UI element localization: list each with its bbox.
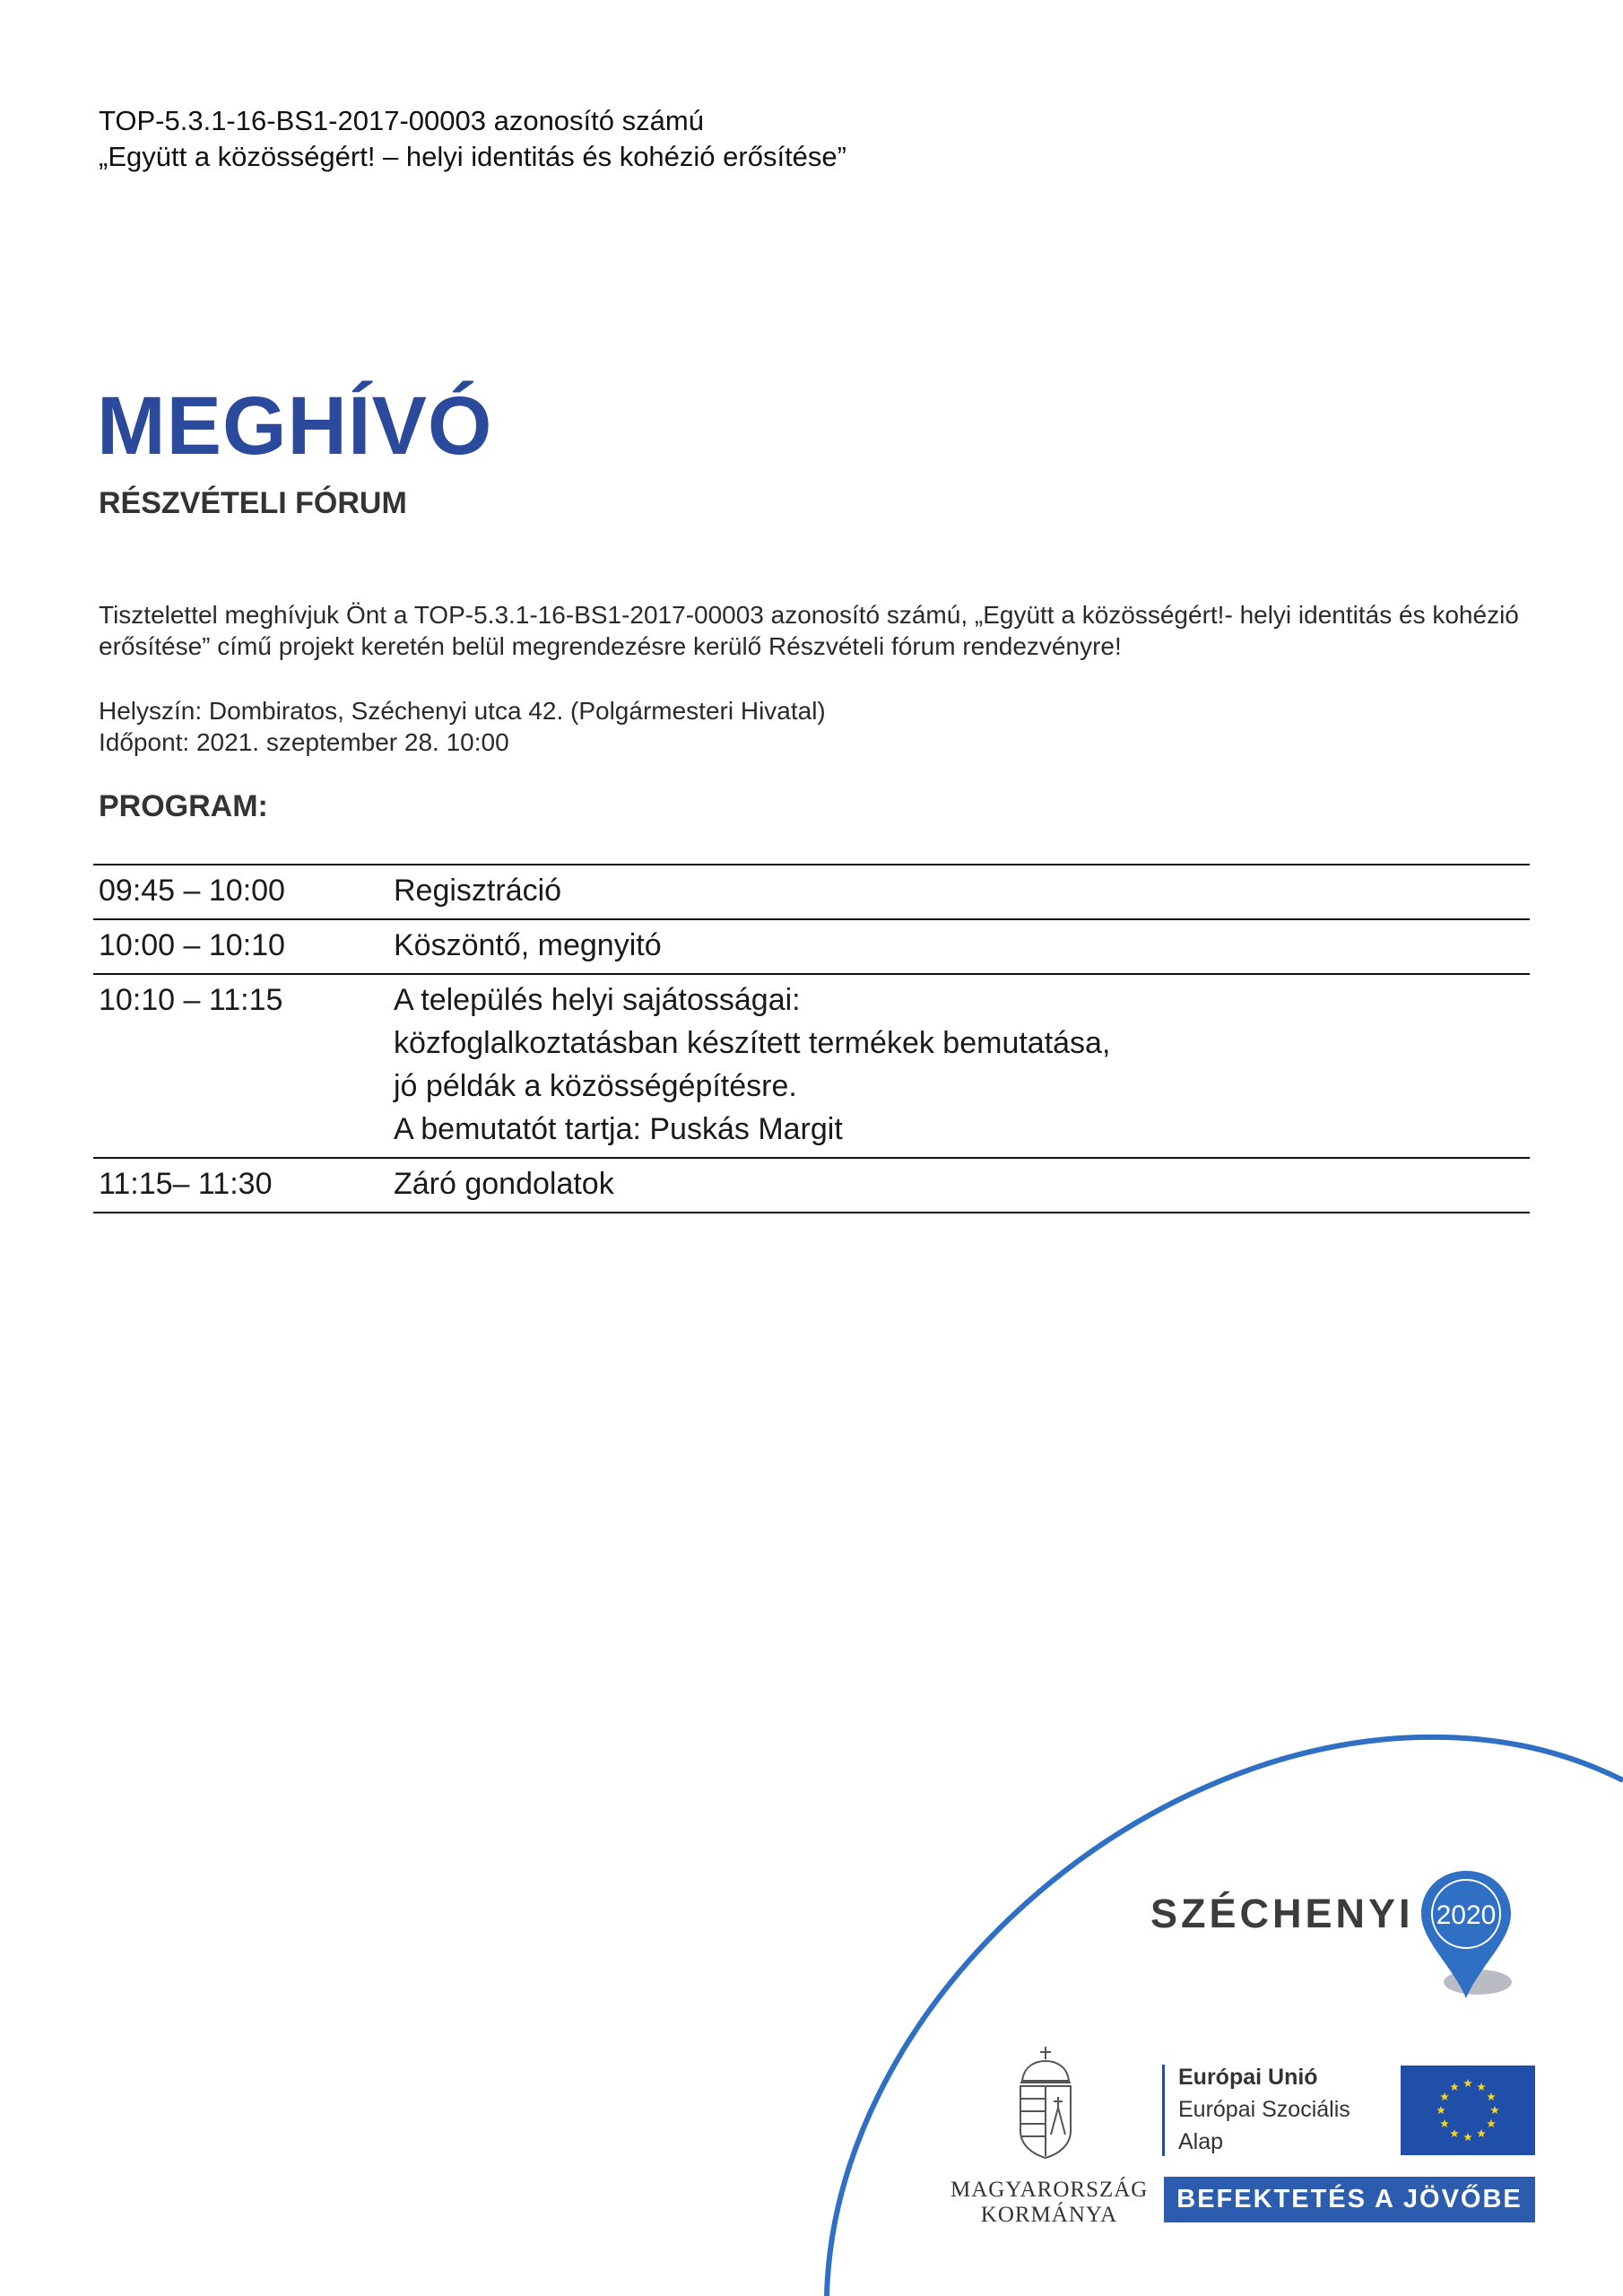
page-subtitle: RÉSZVÉTELI FÓRUM bbox=[99, 486, 407, 520]
szechenyi-logo-text: SZÉCHENYI bbox=[1150, 1891, 1414, 1936]
page-title: MEGHÍVÓ bbox=[97, 380, 493, 472]
program-line: Köszöntő, megnyitó bbox=[394, 928, 662, 962]
program-time: 10:00 – 10:10 bbox=[99, 928, 285, 962]
eu-text-line3: Alap bbox=[1178, 2129, 1224, 2154]
project-title-line: „Együtt a közösségért! – helyi identitás és kohézió erősítése” bbox=[99, 141, 846, 172]
eu-text-line1: Európai Unió bbox=[1178, 2065, 1318, 2090]
eu-divider bbox=[1162, 2065, 1165, 2156]
program-heading: PROGRAM: bbox=[99, 789, 268, 823]
government-name-line1: MAGYARORSZÁG bbox=[950, 2178, 1149, 2202]
program-time: 10:10 – 11:15 bbox=[99, 983, 283, 1017]
program-line: Regisztráció bbox=[394, 874, 562, 908]
szechenyi-year: 2020 bbox=[1436, 1900, 1497, 1930]
program-time: 11:15– 11:30 bbox=[99, 1167, 273, 1201]
event-time: Időpont: 2021. szeptember 28. 10:00 bbox=[99, 728, 509, 756]
program-line: A település helyi sajátosságai: bbox=[394, 983, 801, 1017]
program-time: 09:45 – 10:00 bbox=[99, 874, 285, 908]
eu-text-line2: Európai Szociális bbox=[1178, 2097, 1350, 2122]
event-location: Helyszín: Dombiratos, Széchenyi utca 42. (Polgármesteri Hivatal) bbox=[99, 697, 826, 725]
government-name-line2: KORMÁNYA bbox=[980, 2203, 1118, 2227]
eu-flag-icon bbox=[1401, 2066, 1535, 2155]
program-line: közfoglalkoztatásban készített termékek bemutatása, bbox=[394, 1026, 1111, 1060]
hungarian-coat-of-arms-icon bbox=[1013, 2045, 1078, 2161]
program-line: jó példák a közösségépítésre. bbox=[394, 1069, 797, 1103]
program-line: Záró gondolatok bbox=[394, 1167, 614, 1201]
investment-banner: BEFEKTETÉS A JÖVŐBE bbox=[1164, 2177, 1535, 2222]
intro-paragraph: Tisztelettel meghívjuk Önt a TOP-5.3.1-16-BS1-2017-00003 azonosító számú, „Együtt a közösségért!- helyi identitás és kohézió erősítése” című projekt keretén belül megrendezésre kerülő Részvételi fórum rendezvényre! bbox=[99, 601, 1519, 660]
program-line: A bemutatót tartja: Puskás Margit bbox=[394, 1112, 843, 1146]
project-id-line: TOP-5.3.1-16-BS1-2017-00003 azonosító számú bbox=[99, 105, 704, 136]
szechenyi-2020-pin-logo bbox=[1417, 1867, 1515, 2002]
